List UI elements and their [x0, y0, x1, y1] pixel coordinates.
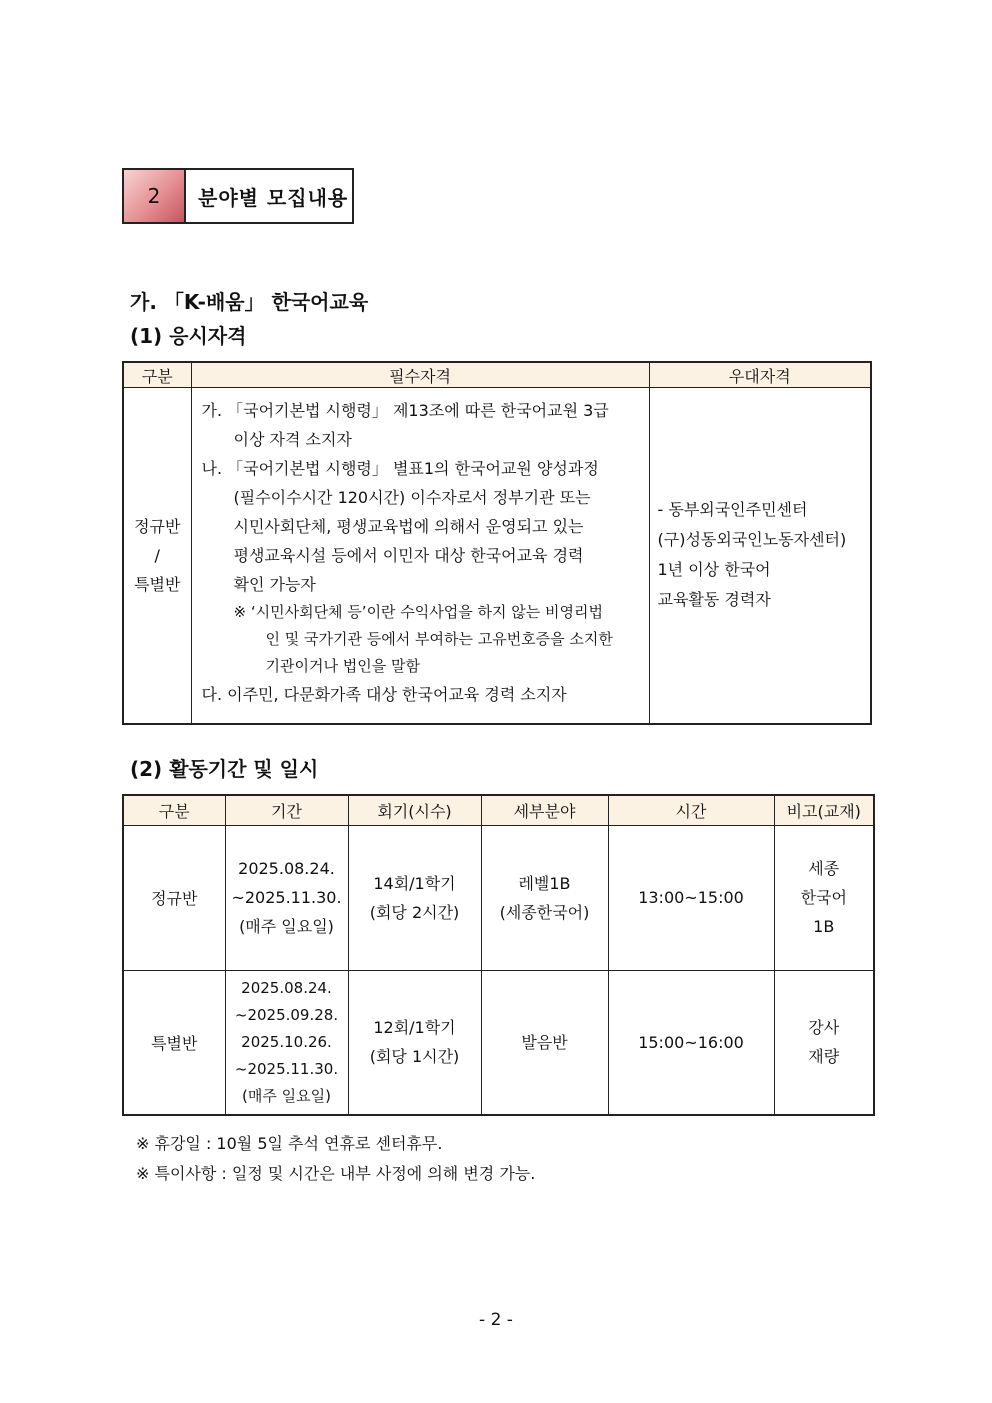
field-line: (세종한국어) [499, 902, 590, 922]
header-cell: 구분 [123, 362, 191, 388]
period-cell [225, 970, 348, 1115]
sessions-line: 12회/1학기 [373, 1018, 456, 1038]
category-line: 정규반 [134, 516, 181, 536]
field-line: 레벨1B [518, 873, 571, 893]
req-line: 다. 이주민, 다문화가족 대상 한국어교육 경력 소지자 [201, 685, 567, 704]
heading-qualifications: (1) 응시자격 [130, 324, 247, 348]
sessions-cell [348, 970, 481, 1115]
period-line: 2025.10.26. [241, 1032, 332, 1051]
sessions-cell [348, 825, 481, 970]
req-line: 이상 자격 소지자 [233, 430, 352, 449]
table-row [123, 825, 874, 970]
page-number: - 2 - [479, 1310, 513, 1330]
field-line: 발음반 [521, 1032, 568, 1052]
req-line: 확인 가능자 [233, 575, 316, 594]
header-cell: 기간 [225, 795, 348, 825]
sessions-line: (회당 1시간) [369, 1047, 460, 1067]
note-line: 한국어 [800, 888, 847, 907]
req-line: 평생교육시설 등에서 이민자 대상 한국어교육 경력 [233, 546, 584, 565]
table-header-row [123, 362, 871, 388]
required-qualification-cell [191, 388, 649, 724]
req-line: 나. 「국어기본법 시행령」 별표1의 한국어교원 양성과정 [201, 459, 599, 478]
footnote-special: ※ 특이사항 : 일정 및 시간은 내부 사정에 의해 변경 가능. [136, 1164, 536, 1183]
header-cell: 우대자격 [649, 362, 871, 388]
qualification-table [122, 361, 872, 725]
req-line: 가. 「국어기본법 시행령」 제13조에 따른 한국어교원 3급 [201, 401, 609, 420]
pref-line: 교육활동 경력자 [657, 590, 771, 610]
section-title: 분야별 모집내용 [198, 185, 349, 210]
pref-line: (구)성동외국인노동자센터) [657, 530, 847, 550]
schedule-table [122, 794, 875, 1116]
section-number: 2 [124, 170, 186, 222]
period-line: (매주 일요일) [242, 1086, 331, 1105]
req-note-line: ※ ‘시민사회단체 등’이란 수익사업을 하지 않는 비영리법 [233, 603, 603, 621]
req-line: 시민사회단체, 평생교육법에 의해서 운영되고 있는 [233, 517, 584, 536]
category-line: / [154, 545, 160, 565]
category-cell [123, 388, 191, 724]
time-cell: 15:00~16:00 [608, 970, 774, 1115]
header-cell: 구분 [123, 795, 225, 825]
category-cell: 정규반 [123, 825, 225, 970]
req-note-line: 인 및 국가기관 등에서 부여하는 고유번호증을 소지한 [265, 630, 613, 648]
header-cell: 회기(시수) [348, 795, 481, 825]
period-line: 2025.08.24. [238, 859, 335, 878]
header-cell: 필수자격 [191, 362, 649, 388]
field-cell [481, 825, 608, 970]
preferred-qualification-cell [649, 388, 871, 724]
note-line: 강사 [808, 1018, 840, 1038]
category-line: 특별반 [134, 574, 181, 594]
heading-ga: 가. 「K-배움」 한국어교육 [130, 290, 369, 314]
period-line: (매주 일요일) [239, 917, 334, 936]
pref-line: 1년 이상 한국어 [657, 560, 771, 580]
note-cell [774, 825, 874, 970]
sessions-line: (회당 2시간) [369, 902, 460, 922]
sessions-line: 14회/1학기 [373, 873, 456, 893]
pref-line: - 동부외국인주민센터 [657, 500, 808, 520]
period-line: ~2025.09.28. [234, 1005, 339, 1024]
period-line: ~2025.11.30. [231, 888, 342, 907]
period-cell [225, 825, 348, 970]
header-cell: 시간 [608, 795, 774, 825]
field-cell [481, 970, 608, 1115]
table-header-row [123, 795, 874, 825]
req-note-line: 기관이거나 법인을 말함 [265, 657, 420, 675]
heading-schedule: (2) 활동기간 및 일시 [130, 757, 319, 781]
time-cell: 13:00~15:00 [608, 825, 774, 970]
table-row [123, 388, 871, 724]
footnote-holiday: ※ 휴강일 : 10월 5일 추석 연휴로 센터휴무. [136, 1134, 443, 1153]
section-header [122, 168, 354, 224]
table-row [123, 970, 874, 1115]
header-cell: 비고(교재) [774, 795, 874, 825]
period-line: 2025.08.24. [241, 978, 332, 997]
header-cell: 세부분야 [481, 795, 608, 825]
category-cell: 특별반 [123, 970, 225, 1115]
note-cell [774, 970, 874, 1115]
note-line: 세종 [808, 859, 840, 878]
req-line: (필수이수시간 120시간) 이수자로서 정부기관 또는 [233, 488, 591, 507]
note-line: 1B [813, 917, 835, 936]
period-line: ~2025.11.30. [234, 1059, 339, 1078]
note-line: 재량 [808, 1047, 840, 1067]
